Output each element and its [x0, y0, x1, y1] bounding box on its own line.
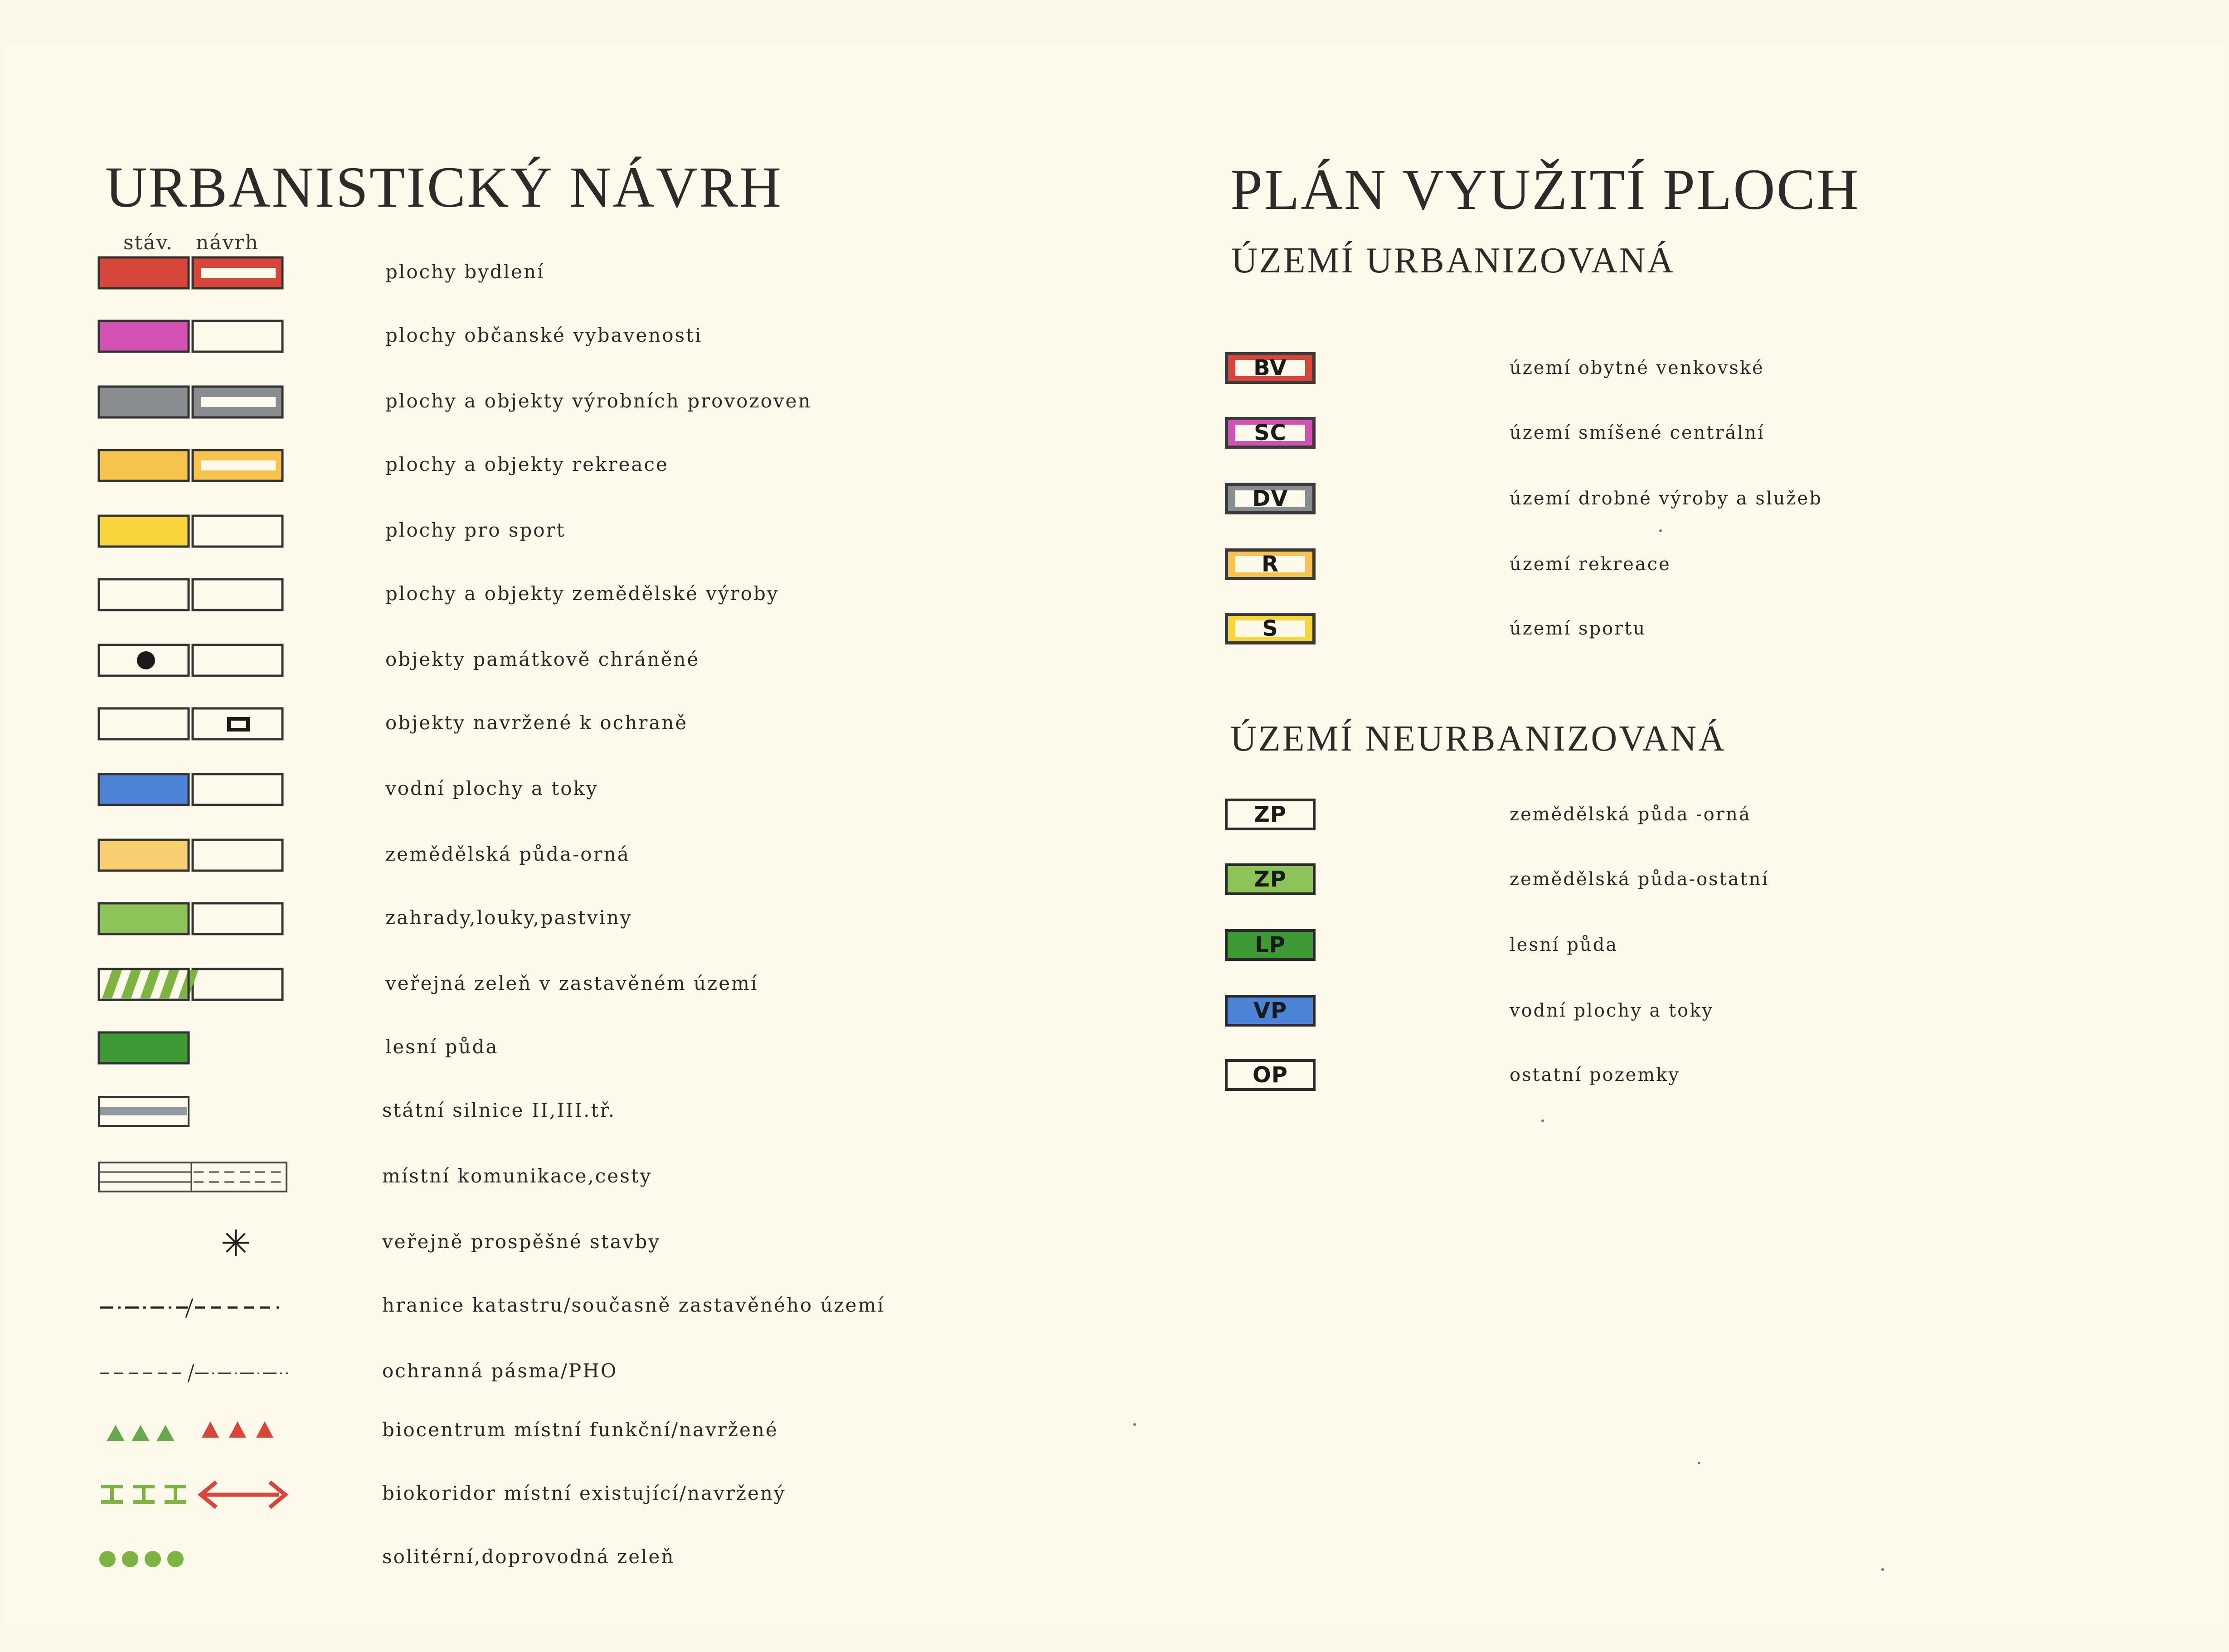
legend-label: plochy bydlení	[385, 261, 545, 283]
legend-label: plochy a objekty rekreace	[385, 453, 669, 475]
code-text: LP	[1255, 932, 1286, 958]
code-text: SC	[1235, 425, 1305, 441]
code-box-dv	[1225, 483, 1316, 514]
legend-row	[97, 449, 868, 485]
non-urbanized-territory-heading: ÚZEMÍ NEURBANIZOVANÁ	[1230, 719, 1727, 759]
dash-dot-boundary-line	[97, 1289, 289, 1326]
yellow-fill-swatch	[97, 514, 289, 551]
legend-row	[97, 1095, 868, 1131]
legend-label: plochy a objekty zemědělské výroby	[385, 582, 779, 605]
code-label: ostatní pozemky	[1510, 1065, 1680, 1085]
green-red-triangles-icon	[97, 1414, 289, 1450]
magenta-fill-swatch	[97, 320, 289, 356]
urbanistic-design-title: URBANISTICKÝ NÁVRH	[105, 155, 783, 219]
green-dots-icon	[97, 1541, 289, 1577]
legend-row	[97, 838, 868, 875]
code-label: území sportu	[1510, 618, 1646, 639]
legend-label: lesní půda	[385, 1036, 499, 1058]
blue-fill-swatch	[97, 773, 289, 809]
legend-label: plochy a objekty výrobních provozoven	[385, 390, 812, 412]
urbanized-territory-heading: ÚZEMÍ URBANIZOVANÁ	[1231, 241, 1675, 281]
legend-row	[97, 644, 868, 680]
paper-speck	[1881, 1568, 1884, 1571]
legend-label: plochy pro sport	[385, 519, 566, 541]
code-box-zp	[1225, 863, 1316, 895]
legend-row	[97, 968, 868, 1004]
code-text: R	[1235, 556, 1305, 572]
code-label: území obytné venkovské	[1510, 358, 1764, 378]
paper-speck	[1659, 529, 1662, 532]
legend-row	[97, 385, 868, 421]
code-box-zp	[1225, 799, 1316, 830]
light-green-fill-swatch	[97, 902, 289, 938]
code-label: zemědělská půda-ostatní	[1510, 869, 1769, 890]
legend-label: vodní plochy a toky	[385, 777, 598, 799]
legend-row	[97, 1414, 868, 1450]
legend-row	[97, 1478, 868, 1514]
small-square-swatch	[97, 707, 289, 743]
green-hatch-swatch	[97, 968, 289, 1004]
thin-dash-boundary-line	[97, 1355, 289, 1391]
code-text: VP	[1253, 998, 1287, 1023]
code-box-bv	[1225, 352, 1316, 384]
legend-row	[97, 1226, 868, 1262]
code-box-r	[1225, 548, 1316, 580]
legend-label: objekty navržené k ochraně	[385, 712, 688, 734]
black-dot-swatch	[97, 644, 289, 680]
empty-swatch	[97, 578, 289, 614]
code-text: BV	[1235, 360, 1305, 376]
legend-label: místní komunikace,cesty	[382, 1165, 652, 1187]
legend-label: biocentrum místní funkční/navržené	[382, 1419, 778, 1441]
code-text: S	[1235, 620, 1305, 637]
code-text: ZP	[1254, 867, 1287, 892]
double-line-road-swatch	[97, 1160, 289, 1197]
code-label: území drobné výroby a služeb	[1510, 488, 1822, 509]
legend-row	[97, 1541, 868, 1577]
code-box-s	[1225, 613, 1316, 644]
code-label: lesní půda	[1510, 935, 1618, 955]
code-label: území rekreace	[1510, 554, 1671, 575]
legend-label: veřejně prospěšné stavby	[382, 1231, 660, 1253]
legend-row	[97, 256, 868, 292]
code-label: vodní plochy a toky	[1510, 1000, 1714, 1021]
grey-fill-existing-proposed-swatch	[97, 385, 289, 421]
green-dashes-red-arrow-icon	[97, 1478, 289, 1514]
legend-label: plochy občanské vybavenosti	[385, 324, 703, 346]
asterisk-icon	[97, 1226, 289, 1262]
legend-row	[97, 773, 868, 809]
legend-row	[97, 1355, 868, 1391]
code-text: DV	[1235, 490, 1305, 507]
grey-road-line-swatch	[97, 1095, 289, 1131]
legend-row	[97, 707, 868, 743]
code-text: OP	[1228, 1062, 1313, 1088]
paper-speck	[1133, 1423, 1136, 1426]
paper-speck	[1698, 1462, 1700, 1464]
legend-label: zemědělská půda-orná	[385, 843, 630, 865]
legend-row	[97, 1289, 885, 1326]
column-existing-label: stáv.	[123, 231, 174, 254]
land-use-plan-title: PLÁN VYUŽITÍ PLOCH	[1230, 157, 1860, 222]
code-box-op	[1225, 1059, 1316, 1091]
orange-yellow-existing-proposed-swatch	[97, 449, 289, 485]
code-text: ZP	[1228, 801, 1313, 828]
code-box-sc	[1225, 417, 1316, 449]
legend-label: biokoridor místní existující/navržený	[382, 1482, 786, 1504]
legend-label: solitérní,doprovodná zeleň	[382, 1545, 675, 1568]
code-box-vp	[1225, 995, 1316, 1027]
legend-row	[97, 1031, 868, 1067]
red-fill-existing-proposed-swatch	[97, 256, 289, 292]
legend-row	[97, 902, 868, 938]
code-label: zemědělská půda -orná	[1510, 804, 1751, 825]
code-box-lp	[1225, 929, 1316, 961]
dark-green-fill-swatch	[97, 1031, 289, 1067]
legend-label: zahrady,louky,pastviny	[385, 906, 632, 929]
legend-row	[97, 514, 868, 551]
legend-label: veřejná zeleň v zastavěném území	[385, 972, 758, 994]
legend-row	[97, 320, 868, 356]
legend-row	[97, 1160, 868, 1197]
legend-label: ochranná pásma/PHO	[382, 1360, 618, 1382]
legend-label: objekty památkově chráněné	[385, 648, 700, 670]
column-proposed-label: návrh	[196, 231, 259, 254]
code-label: území smíšené centrální	[1510, 422, 1765, 443]
light-orange-fill-swatch	[97, 838, 289, 875]
legend-label: hranice katastru/současně zastavěného území	[382, 1294, 885, 1316]
paper-speck	[1541, 1119, 1544, 1122]
legend-row	[97, 578, 868, 614]
svg-text:✳: ✳	[220, 1226, 251, 1262]
legend-label: státní silnice II,III.tř.	[382, 1099, 616, 1121]
